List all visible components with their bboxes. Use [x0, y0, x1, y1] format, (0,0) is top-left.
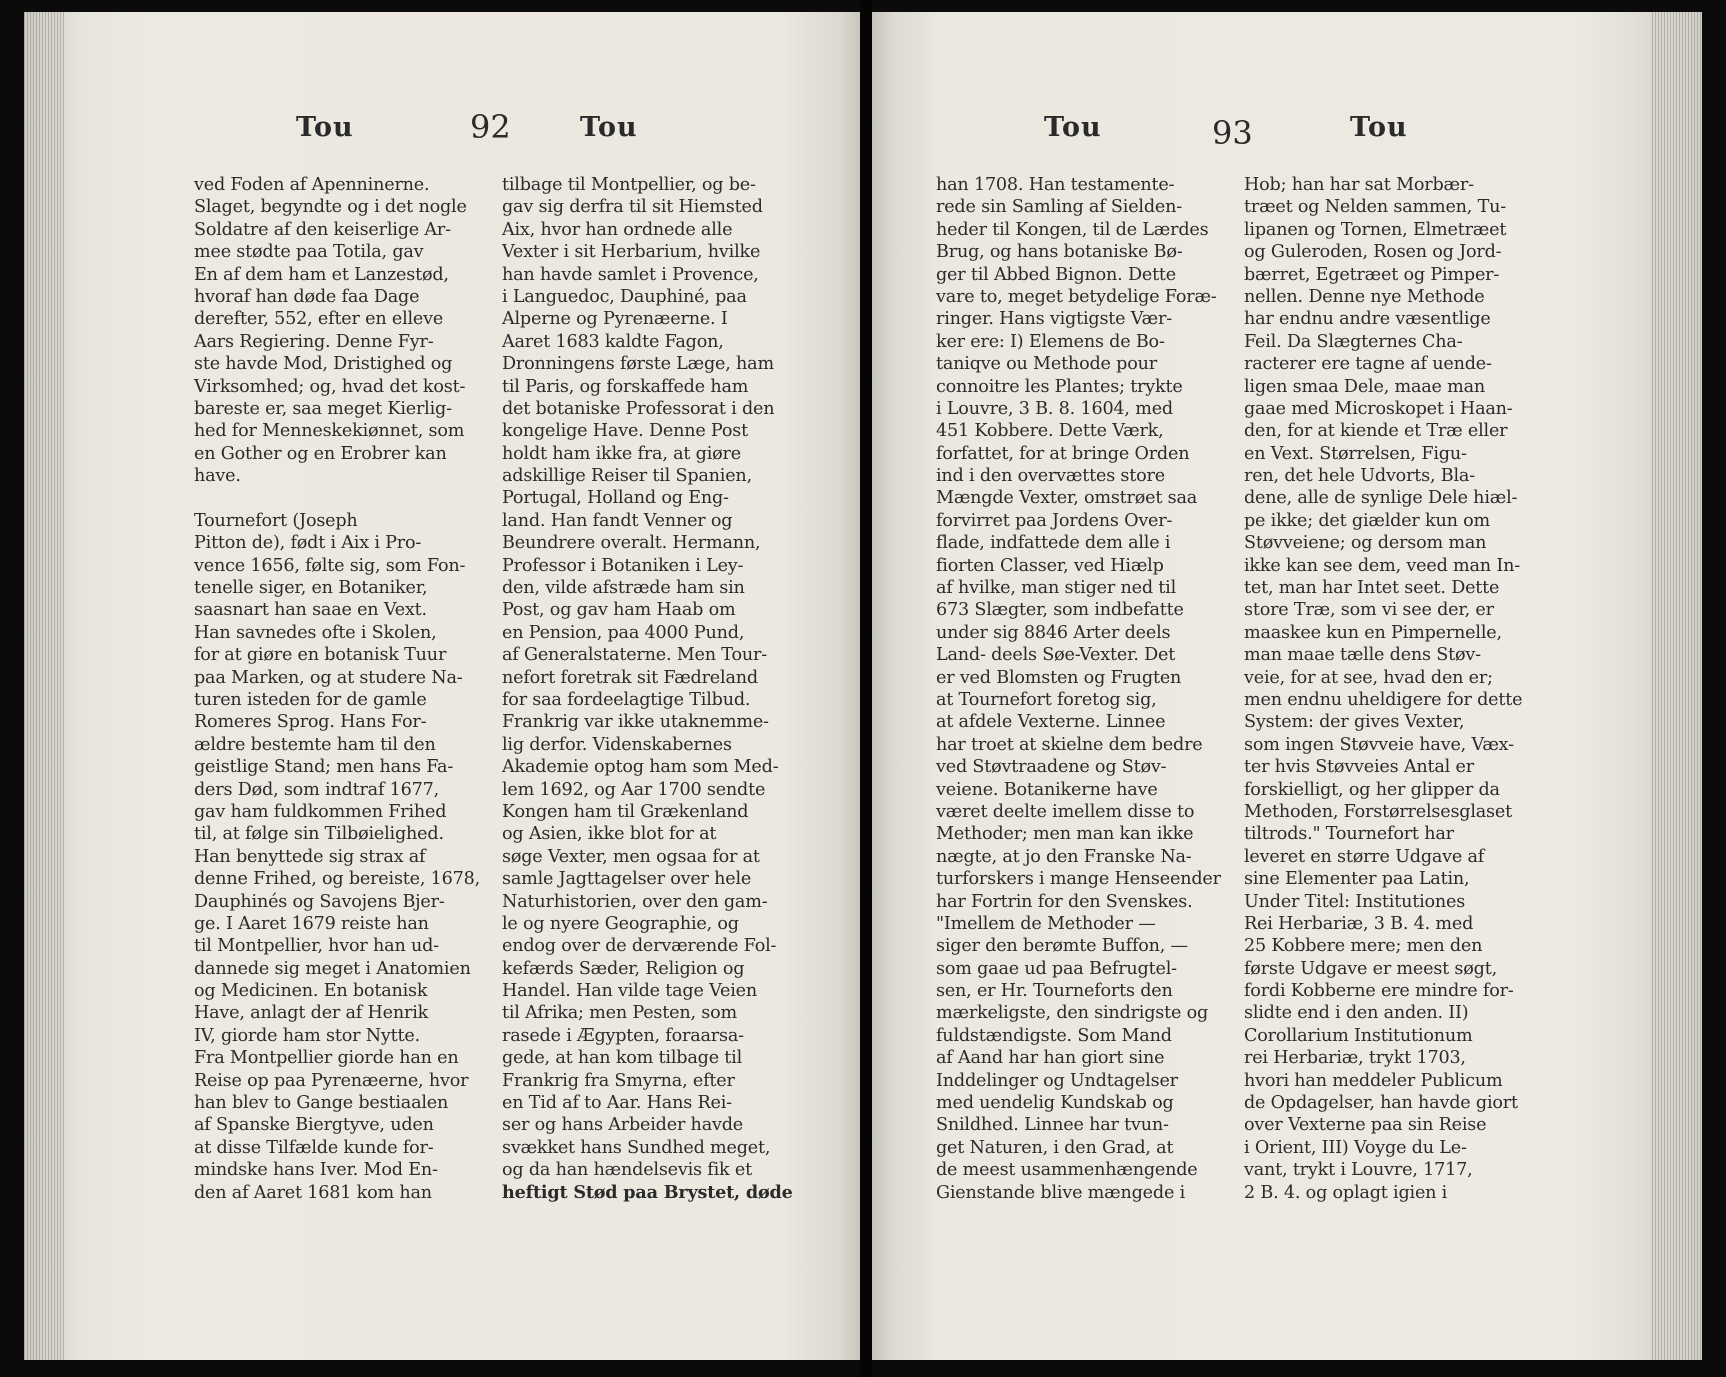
text-line: geistlige Stand; men hans Fa-	[194, 757, 454, 778]
text-line: det botaniske Professorat i den	[502, 398, 775, 419]
text-line: store Træ, som vi see der, er	[1244, 600, 1494, 621]
text-line: ren, det hele Udvorts, Bla-	[1244, 466, 1475, 487]
text-line: fuldstændigste. Som Mand	[936, 1025, 1172, 1046]
text-line: til, at følge sin Tilbøielighed.	[194, 824, 444, 845]
text-line: Akademie optog ham som Med-	[502, 757, 779, 778]
text-line: han 1708. Han testamente-	[936, 175, 1175, 195]
text-line: turforskers i mange Henseender	[936, 869, 1221, 890]
text-line: Hob; han har sat Morbær-	[1244, 175, 1474, 195]
text-line: i Louvre, 3 B. 8. 1604, med	[936, 398, 1173, 419]
text-line: under sig 8846 Arter deels	[936, 622, 1171, 643]
right-page-column-1	[936, 174, 1228, 1204]
text-line: Under Titel: Institutiones	[1244, 891, 1466, 912]
text-line: dene, alle de synlige Dele hiæl-	[1244, 488, 1518, 509]
text-line: og Guleroden, Rosen og Jord-	[1244, 242, 1502, 263]
text-line: IV, giorde ham stor Nytte.	[194, 1025, 420, 1046]
text-line: land. Han fandt Venner og	[502, 510, 733, 531]
text-line: System: der gives Vexter,	[1244, 712, 1465, 733]
text-line: racterer ere tagne af uende-	[1244, 354, 1492, 375]
text-line: taniqve ou Methode pour	[936, 354, 1157, 375]
right-page	[872, 12, 1702, 1360]
text-line: Dauphinés og Savojens Bjer-	[194, 891, 445, 912]
text-line: Aaret 1683 kaldte Fagon,	[502, 331, 724, 352]
left-page-column-2	[502, 174, 794, 1204]
right-running-head	[872, 112, 1702, 162]
text-line: Rei Herbariæ, 3 B. 4. med	[1244, 913, 1474, 934]
text-line: forvirret paa Jordens Over-	[936, 510, 1173, 531]
text-line: gav ham fuldkommen Frihed	[194, 801, 447, 822]
text-line: en Pension, paa 4000 Pund,	[502, 622, 745, 643]
text-line: slidte end i den anden. II)	[1244, 1003, 1469, 1024]
text-line: mindske hans Iver. Mod En-	[194, 1160, 438, 1181]
left-head-word-inner: Tou	[580, 112, 638, 143]
right-page-number: 93	[1212, 114, 1253, 152]
text-line: en Vext. Størrelsen, Figu-	[1244, 443, 1467, 464]
text-line: holdt ham ikke fra, at giøre	[502, 443, 741, 464]
text-line: Reise op paa Pyrenæerne, hvor	[194, 1070, 469, 1091]
text-line: gaae med Microskopet i Haan-	[1244, 398, 1513, 419]
text-line: tilbage til Montpellier, og be-	[502, 175, 756, 195]
text-line: Inddelinger og Undtagelser	[936, 1070, 1178, 1091]
text-line: have.	[194, 466, 241, 487]
text-line: Alperne og Pyrenæerne. I	[502, 309, 728, 330]
text-line: siger den berømte Buffon, —	[936, 936, 1188, 957]
text-line: Slaget, begyndte og i det nogle	[194, 197, 467, 218]
right-page-edges	[1650, 12, 1702, 1360]
text-line: ligen smaa Dele, maae man	[1244, 376, 1486, 397]
text-line: vant, trykt i Louvre, 1717,	[1244, 1160, 1473, 1181]
text-line: gede, at han kom tilbage til	[502, 1048, 743, 1069]
text-line: flade, indfattede dem alle i	[936, 533, 1171, 554]
text-line: ge. I Aaret 1679 reiste han	[194, 913, 429, 934]
text-line: Dronningens første Læge, ham	[502, 354, 774, 375]
text-line: turen isteden for de gamle	[194, 689, 427, 710]
text-line: Aars Regiering. Denne Fyr-	[194, 331, 434, 352]
text-line: han blev to Gange bestiaalen	[194, 1093, 449, 1114]
text-line: træet og Nelden sammen, Tu-	[1244, 197, 1506, 218]
text-line: ste havde Mod, Dristighed og	[194, 354, 453, 375]
left-page-number: 92	[470, 108, 511, 146]
text-line: over Vexterne paa sin Reise	[1244, 1115, 1487, 1136]
text-line: Snildhed. Linnee har tvun-	[936, 1115, 1169, 1136]
text-line: veiene. Botanikerne have	[936, 779, 1158, 800]
text-line: derefter, 552, efter en elleve	[194, 309, 444, 330]
text-line: Soldatre af den keiserlige Ar-	[194, 219, 451, 240]
text-line: i Orient, III) Voyge du Le-	[1244, 1137, 1467, 1158]
text-line: ind i den overvættes store	[936, 466, 1165, 487]
text-line: Fra Montpellier giorde han en	[194, 1048, 459, 1069]
text-line: mee stødte paa Totila, gav	[194, 242, 424, 263]
text-line: Virksomhed; og, hvad det kost-	[194, 376, 466, 397]
text-line: af Generalstaterne. Men Tour-	[502, 645, 767, 666]
text-line: fordi Kobberne ere mindre for-	[1244, 981, 1514, 1002]
text-line: get Naturen, i den Grad, at	[936, 1137, 1174, 1158]
text-line: Beundrere overalt. Hermann,	[502, 533, 761, 554]
text-line: for saa fordeelagtige Tilbud.	[502, 689, 751, 710]
text-line: at disse Tilfælde kunde for-	[194, 1137, 434, 1158]
text-line: en Gother og en Erobrer kan	[194, 443, 447, 464]
text-line: nægte, at jo den Franske Na-	[936, 846, 1192, 867]
text-line: En af dem ham et Lanzestød,	[194, 264, 449, 285]
text-line: le og nyere Geographie, og	[502, 913, 739, 934]
left-running-head	[24, 108, 860, 162]
text-line: rede sin Samling af Sielden-	[936, 197, 1182, 218]
text-line: ikke kan see dem, veed man In-	[1244, 555, 1520, 576]
text-line: de meest usammenhængende	[936, 1160, 1198, 1181]
text-line: hvoraf han døde faa Dage	[194, 286, 420, 307]
text-line: 2 B. 4. og oplagt igien i	[1244, 1182, 1448, 1203]
text-line: Han benyttede sig strax af	[194, 846, 426, 867]
text-line: ringer. Hans vigtigste Vær-	[936, 309, 1172, 330]
text-line: connoitre les Plantes; trykte	[936, 376, 1183, 397]
text-line: søge Vexter, men ogsaa for at	[502, 846, 760, 867]
text-line: fiorten Classer, ved Hiælp	[936, 555, 1164, 576]
text-line: en Tid af to Aar. Hans Rei-	[502, 1093, 732, 1114]
text-line: dannede sig meget i Anatomien	[194, 958, 471, 979]
text-line: Frankrig fra Smyrna, efter	[502, 1070, 735, 1091]
text-line: til Paris, og forskaffede ham	[502, 376, 749, 397]
text-line: svækket hans Sundhed meget,	[502, 1137, 771, 1158]
text-line: vence 1656, følte sig, som Fon-	[194, 555, 466, 576]
book-gutter	[860, 0, 872, 1377]
text-line: Post, og gav ham Haab om	[502, 600, 736, 621]
text-line: forskielligt, og her glipper da	[1244, 779, 1500, 800]
text-line: den, vilde afstræde ham sin	[502, 578, 745, 599]
text-line: den af Aaret 1681 kom han	[194, 1182, 432, 1203]
left-page	[24, 12, 860, 1360]
text-line: kefærds Sæder, Religion og	[502, 958, 745, 979]
text-line: Brug, og hans botaniske Bø-	[936, 242, 1183, 263]
text-line: nefort foretrak sit Fædreland	[502, 667, 758, 688]
text-line: ker ere: I) Elemens de Bo-	[936, 331, 1165, 352]
text-line: Tournefort (Joseph	[194, 510, 358, 531]
text-line: paa Marken, og at studere Na-	[194, 667, 463, 688]
text-line: Pitton de), født i Aix i Pro-	[194, 533, 422, 554]
text-line: hvori han meddeler Publicum	[1244, 1070, 1503, 1091]
text-line: til Afrika; men Pesten, som	[502, 1003, 737, 1024]
text-line: Han savnedes ofte i Skolen,	[194, 622, 437, 643]
text-line: Støvveiene; og dersom man	[1244, 533, 1487, 554]
text-line: Land- deels Søe-Vexter. Det	[936, 645, 1176, 666]
text-line: Naturhistorien, over den gam-	[502, 891, 768, 912]
text-line: som ingen Støvveie have, Væx-	[1244, 734, 1514, 755]
text-line: er ved Blomsten og Frugten	[936, 667, 1182, 688]
text-line: Mængde Vexter, omstrøet saa	[936, 488, 1198, 509]
text-line: i Languedoc, Dauphiné, paa	[502, 286, 747, 307]
text-line: 451 Kobbere. Dette Værk,	[936, 421, 1164, 442]
text-line: været deelte imellem disse to	[936, 801, 1195, 822]
text-line: ved Foden af Apenninerne.	[194, 175, 430, 195]
text-line: bareste er, saa meget Kierlig-	[194, 398, 452, 419]
text-line: lipanen og Tornen, Elmetræet	[1244, 219, 1507, 240]
text-line: Professor i Botaniken i Ley-	[502, 555, 744, 576]
text-line: af hvilke, man stiger ned til	[936, 578, 1176, 599]
text-line: Methoder; men man kan ikke	[936, 824, 1194, 845]
text-line: med uendelig Kundskab og	[936, 1093, 1174, 1114]
text-line: leveret en større Udgave af	[1244, 846, 1485, 867]
text-line: adskillige Reiser til Spanien,	[502, 466, 752, 487]
text-line: kongelige Have. Denne Post	[502, 421, 748, 442]
text-line: rasede i Ægypten, foraarsa-	[502, 1025, 744, 1046]
text-line	[194, 487, 486, 509]
text-line: ders Død, som indtraf 1677,	[194, 779, 440, 800]
text-line: Portugal, Holland og Eng-	[502, 488, 729, 509]
text-line: endog over de derværende Fol-	[502, 936, 777, 957]
text-line: lem 1692, og Aar 1700 sendte	[502, 779, 766, 800]
text-line: nellen. Denne nye Methode	[1244, 286, 1485, 307]
text-line: saasnart han saae en Vext.	[194, 600, 427, 621]
right-head-word-inner: Tou	[1350, 112, 1408, 143]
text-line: Feil. Da Slægternes Cha-	[1244, 331, 1463, 352]
text-line: til Montpellier, hvor han ud-	[194, 936, 439, 957]
text-line: mærkeligste, den sindrigste og	[936, 1003, 1209, 1024]
text-line: 25 Kobbere mere; men den	[1244, 936, 1483, 957]
text-line: Handel. Han vilde tage Veien	[502, 981, 757, 1002]
text-line: tenelle siger, en Botaniker,	[194, 578, 428, 599]
text-line: forfattet, for at bringe Orden	[936, 443, 1190, 464]
text-line: at Tournefort foretog sig,	[936, 689, 1157, 710]
text-line: første Udgave er meest søgt,	[1244, 958, 1497, 979]
text-line: de Opdagelser, han havde giort	[1244, 1093, 1518, 1114]
text-line: denne Frihed, og bereiste, 1678,	[194, 869, 481, 890]
text-line: Frankrig var ikke utaknemme-	[502, 712, 769, 733]
text-line: hed for Menneskekiønnet, som	[194, 421, 465, 442]
text-line: for at giøre en botanisk Tuur	[194, 645, 447, 666]
text-line: Methoden, Forstørrelsesglaset	[1244, 801, 1512, 822]
text-line: har Fortrin for den Svenskes.	[936, 891, 1193, 912]
text-line: har troet at skielne dem bedre	[936, 734, 1203, 755]
text-line: rei Herbariæ, trykt 1703,	[1244, 1048, 1466, 1069]
text-line: pe ikke; det giælder kun om	[1244, 510, 1491, 531]
text-line: tiltrods." Tournefort har	[1244, 824, 1454, 845]
text-line: Romeres Sprog. Hans For-	[194, 712, 427, 733]
text-line: ser og hans Arbeider havde	[502, 1115, 743, 1136]
text-line: og Asien, ikke blot for at	[502, 824, 717, 845]
text-line: som gaae ud paa Befrugtel-	[936, 958, 1177, 979]
text-line: den, for at kiende et Træ eller	[1244, 421, 1508, 442]
text-line: veie, for at see, hvad den er;	[1244, 667, 1493, 688]
text-line: Aix, hvor han ordnede alle	[502, 219, 733, 240]
text-line: bærret, Egetræet og Pimper-	[1244, 264, 1500, 285]
text-line: lig derfor. Videnskabernes	[502, 734, 732, 755]
text-line: men endnu uheldigere for dette	[1244, 689, 1523, 710]
text-line: ger til Abbed Bignon. Dette	[936, 264, 1177, 285]
text-line: og Medicinen. En botanisk	[194, 981, 428, 1002]
text-line: at afdele Vexterne. Linnee	[936, 712, 1166, 733]
text-line: man maae tælle dens Støv-	[1244, 645, 1481, 666]
text-line: vare to, meget betydelige Foræ-	[936, 286, 1217, 307]
text-line: sen, er Hr. Tourneforts den	[936, 981, 1173, 1002]
text-line: har endnu andre væsentlige	[1244, 309, 1491, 330]
text-line: 673 Slægter, som indbefatte	[936, 600, 1184, 621]
text-line: samle Jagttagelser over hele	[502, 869, 752, 890]
text-line: af Aand har han giort sine	[936, 1048, 1165, 1069]
text-line: Gienstande blive mængede i	[936, 1182, 1185, 1203]
text-line: af Spanske Biergtyve, uden	[194, 1115, 434, 1136]
text-line: han havde samlet i Provence,	[502, 264, 759, 285]
text-line: ter hvis Støvveies Antal er	[1244, 757, 1474, 778]
text-line: maaskee kun en Pimpernelle,	[1244, 622, 1502, 643]
text-line: ældre bestemte ham til den	[194, 734, 436, 755]
text-line: Corollarium Institutionum	[1244, 1025, 1473, 1046]
text-line: "Imellem de Methoder —	[936, 913, 1156, 934]
left-head-word-outer: Tou	[296, 112, 354, 143]
text-line: tet, man har Intet seet. Dette	[1244, 578, 1500, 599]
text-line: ved Støvtraadene og Støv-	[936, 757, 1167, 778]
left-page-column-1	[194, 174, 486, 1204]
left-page-edges	[24, 12, 64, 1360]
text-line: sine Elementer paa Latin,	[1244, 869, 1470, 890]
text-line: Have, anlagt der af Henrik	[194, 1003, 429, 1024]
right-head-word-outer: Tou	[1044, 112, 1102, 143]
text-line: Vexter i sit Herbarium, hvilke	[502, 242, 761, 263]
text-line: og da han hændelsevis fik et	[502, 1160, 752, 1181]
text-line: heftigt Stød paa Brystet, døde	[502, 1181, 793, 1203]
text-line: gav sig derfra til sit Hiemsted	[502, 197, 763, 218]
text-line: heder til Kongen, til de Lærdes	[936, 219, 1209, 240]
text-line: Kongen ham til Grækenland	[502, 801, 749, 822]
right-page-column-2	[1244, 174, 1536, 1204]
